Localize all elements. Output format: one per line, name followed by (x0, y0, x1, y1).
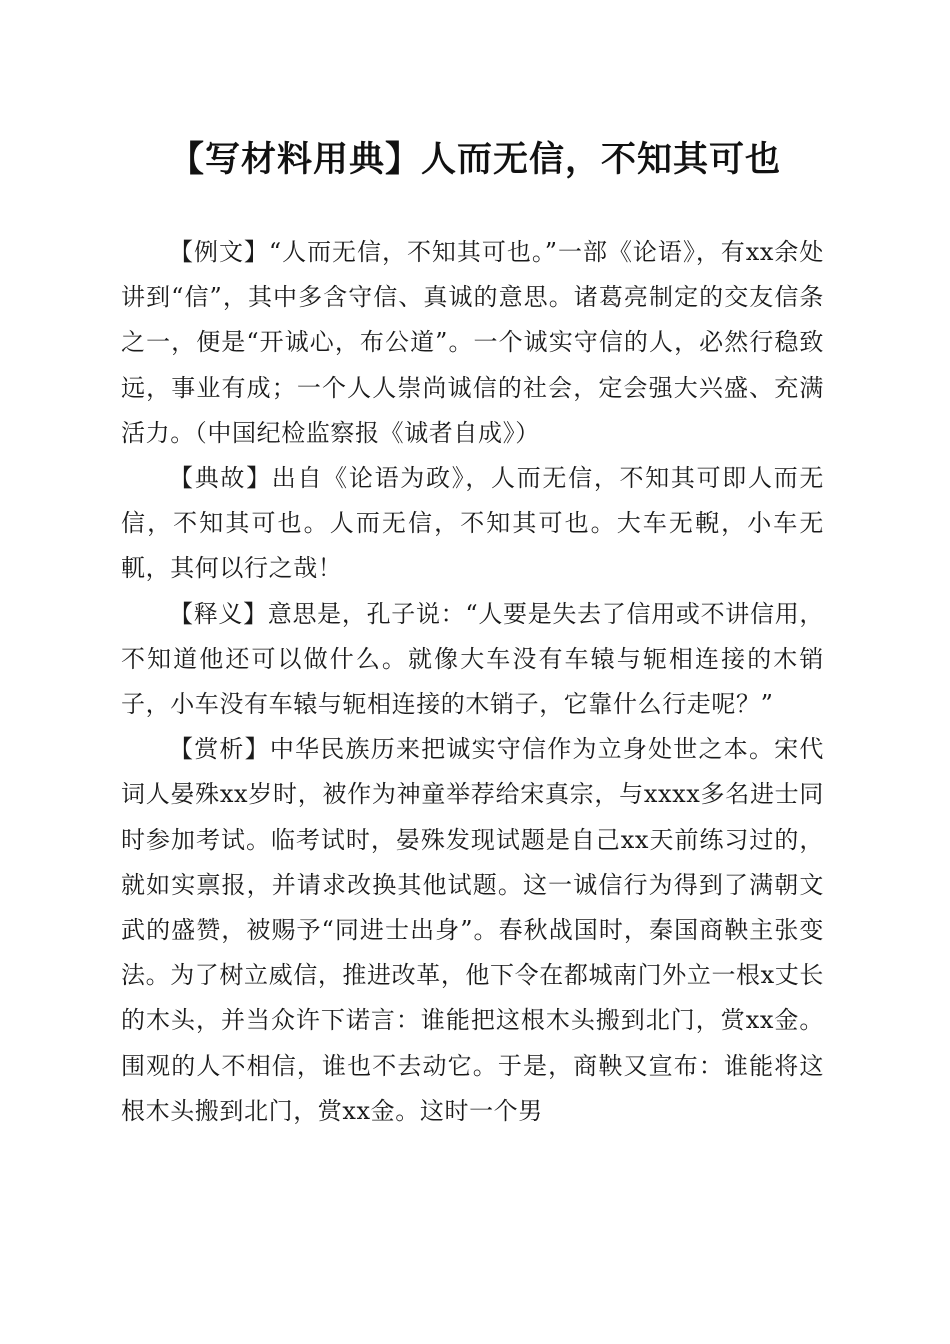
paragraph-appreciation: 【赏析】中华民族历来把诚实守信作为立身处世之本。宋代词人晏殊xx岁时，被作为神童举荐给宋真宗，与xxxx多名进士同时参加考试。临考试时，晏殊发现试题是自己xx天前练习过的，就如实禀报，并请求改换其他试题。这一诚信行为得到了满朝文武的盛赞，被赐予“同进士出身”。春秋战国时，秦国商鞅主张变法。为了树立威信，推进改革，他下令在都城南门外立一根x丈长的木头，并当众许下诺言：谁能把这根木头搬到北门，赏xx金。围观的人不相信，谁也不去动它。于是，商鞅又宣布：谁能将这根木头搬到北门，赏xx金。这时一个男 (121, 735, 824, 1125)
paragraph-allusion: 【典故】出自《论语为政》，人而无信，不知其可即人而无信，不知其可也。人而无信，不知其可也。大车无輗，小车无軏，其何以行之哉！ (121, 464, 824, 583)
document-body (121, 230, 824, 1134)
paragraph-meaning: 【释义】意思是，孔子说：“人要是失去了信用或不讲信用，不知道他还可以做什么。就像大车没有车辕与轭相连接的木销子，小车没有车辕与轭相连接的木销子，它靠什么行走呢？” (121, 599, 824, 719)
document-title: 【写材料用典】人而无信，不知其可也 (168, 139, 781, 180)
paragraph-example: 【例文】“人而无信，不知其可也。”一部《论语》，有xx余处讲到“信”，其中多含守信、真诚的意思。诸葛亮制定的交友信条之一，便是“开诚心，布公道”。一个诚实守信的人，必然行稳致远，事业有成；一个人人崇尚诚信的社会，定会强大兴盛、充满活力。（中国纪检监察报《诚者自成》） (121, 238, 824, 447)
